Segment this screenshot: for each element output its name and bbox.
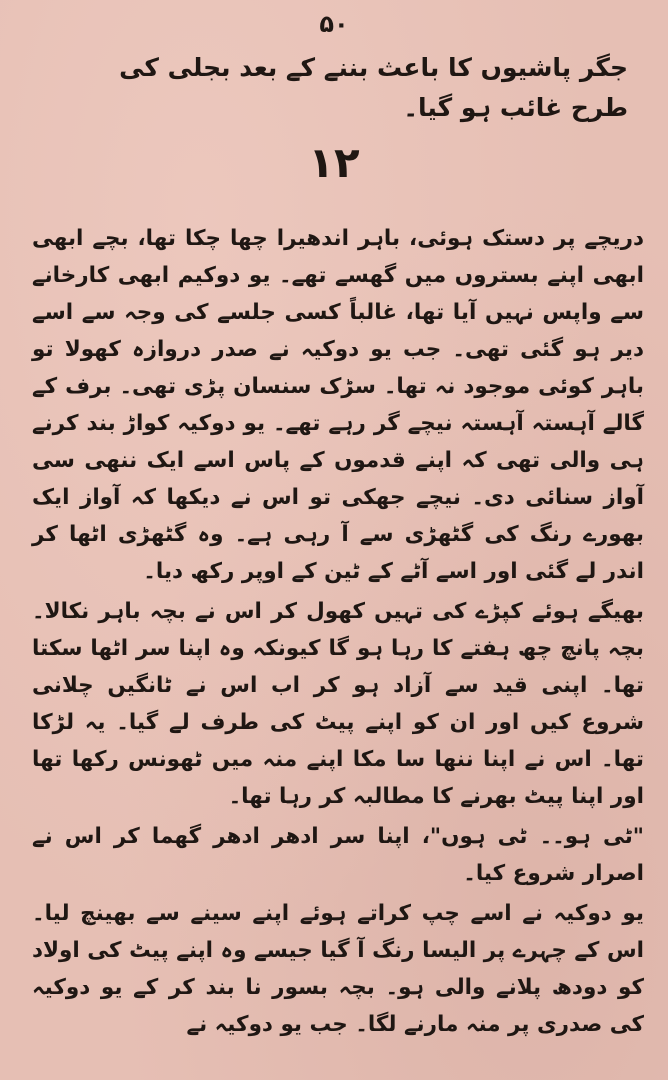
- page-number: ۵۰: [319, 10, 349, 38]
- paragraph-3: "ٹی ہو۔۔ ٹی ہوں"، اپنا سر ادھر ادھر گھما کر اس نے اصرار شروع کیا۔: [32, 824, 644, 886]
- chapter-body: [32, 220, 644, 1043]
- previous-chapter-closing-line: جگر پاشیوں کا باعث بننے کے بعد بجلی کی طرح غائب ہو گیا۔: [119, 53, 628, 122]
- paragraph-1: دریچے پر دستک ہوئی، باہر اندھیرا چھا چکا تھا، بچے ابھی ابھی اپنے بستروں میں گھسے تھے۔ یو دوکیم ابھی کارخانے سے واپس نہیں آیا تھا، غالباً کسی جلسے کی وجہ سے اسے دیر ہو گئی تھی۔ جب یو دوکیہ نے صدر دروازہ کھولا تو باہر کوئی موجود نہ تھا۔ سڑک سنسان پڑی تھی۔ برف کے گالے آہستہ آہستہ نیچے گر رہے تھے۔ یو دوکیہ کواڑ بند کرنے ہی والی تھی کہ اپنے قدموں کے پاس اسے ایک ننھی سی آواز سنائی دی۔ نیچے جھکی تو اس نے دیکھا کہ آواز ایک بھورے رنگ کی گٹھڑی سے آ رہی ہے۔ وہ گٹھڑی اٹھا کر اندر لے گئی اور اسے آٹے کے ٹین کے اوپر رکھ دیا۔: [32, 226, 644, 584]
- paragraph-2: بھیگے ہوئے کپڑے کی تہیں کھول کر اس نے بچہ باہر نکالا۔ بچہ پانچ چھ ہفتے کا رہا ہو گا کیونکہ وہ اپنا سر اٹھا سکتا تھا۔ اپنی قید سے آزاد ہو کر اب اس نے ٹانگیں چلانی شروع کیں اور ان کو اپنے پیٹ کی طرف لے گیا۔ یہ لڑکا تھا۔ اس نے اپنا ننھا سا مکا اپنے منہ میں ٹھونس رکھا تھا اور اپنا پیٹ بھرنے کا مطالبہ کر رہا تھا۔: [32, 599, 644, 809]
- paragraph-4: یو دوکیہ نے اسے چپ کراتے ہوئے اپنے سینے سے بھینچ لیا۔ اس کے چہرے پر الیسا رنگ آ گیا جیسے وہ اپنے پیٹ کی اولاد کو دودھ پلانے والی ہو۔ بچہ بسور نا بند کر کے یو دوکیہ کی صدری پر منہ مارنے لگا۔ جب یو دوکیہ نے: [32, 901, 644, 1037]
- chapter-number: ۱۲: [308, 138, 360, 187]
